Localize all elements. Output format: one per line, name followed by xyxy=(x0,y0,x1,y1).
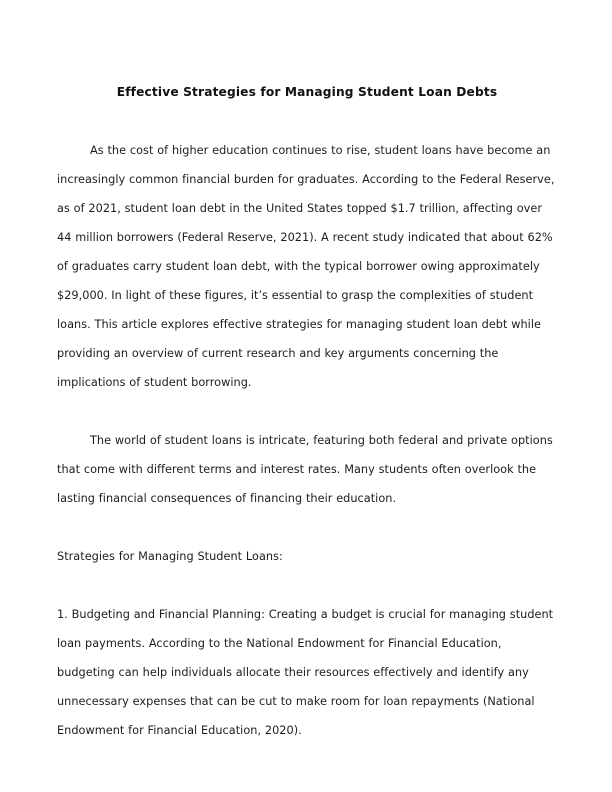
paragraph-overview: The world of student loans is intricate, featuring both federal and private options that come with different terms and interest rates. Many students often overlook the lasting financial consequences of financing their education. xyxy=(57,434,553,505)
paragraph-spacer-2 xyxy=(57,513,557,542)
list-item-strategy-1: 1. Budgeting and Financial Planning: Creating a budget is crucial for managing student loan payments. According to the National Endowment for Financial Education, budgeting can help individuals allocate their resources effectively and identify any unnecessary expenses that can be cut to make room for loan repayments (National Endowment for Financial Education, 2020). xyxy=(57,608,554,737)
paragraph-spacer-1 xyxy=(57,397,557,426)
paragraph-spacer-3 xyxy=(57,571,557,600)
section-heading-strategies: Strategies for Managing Student Loans: xyxy=(57,550,283,563)
page-title: Effective Strategies for Managing Student Loan Debts xyxy=(116,85,498,99)
paragraph-intro: As the cost of higher education continues to rise, student loans have become an increasingly common financial burden for graduates. According to the Federal Reserve, as of 2021, student loan debt in the United States topped $1.7 trillion, affecting over 44 million borrowers (Federal Reserve, 2021). A recent study indicated that about 62% of graduates carry student loan debt, with the typical borrower owing approximately $29,000. In light of these figures, it’s essential to grasp the complexities of student loans. This article explores effective strategies for managing student loan debt while providing an overview of current research and key arguments concerning the implications of student borrowing. xyxy=(57,144,555,389)
title-spacer xyxy=(57,107,557,136)
document-body xyxy=(57,78,557,745)
